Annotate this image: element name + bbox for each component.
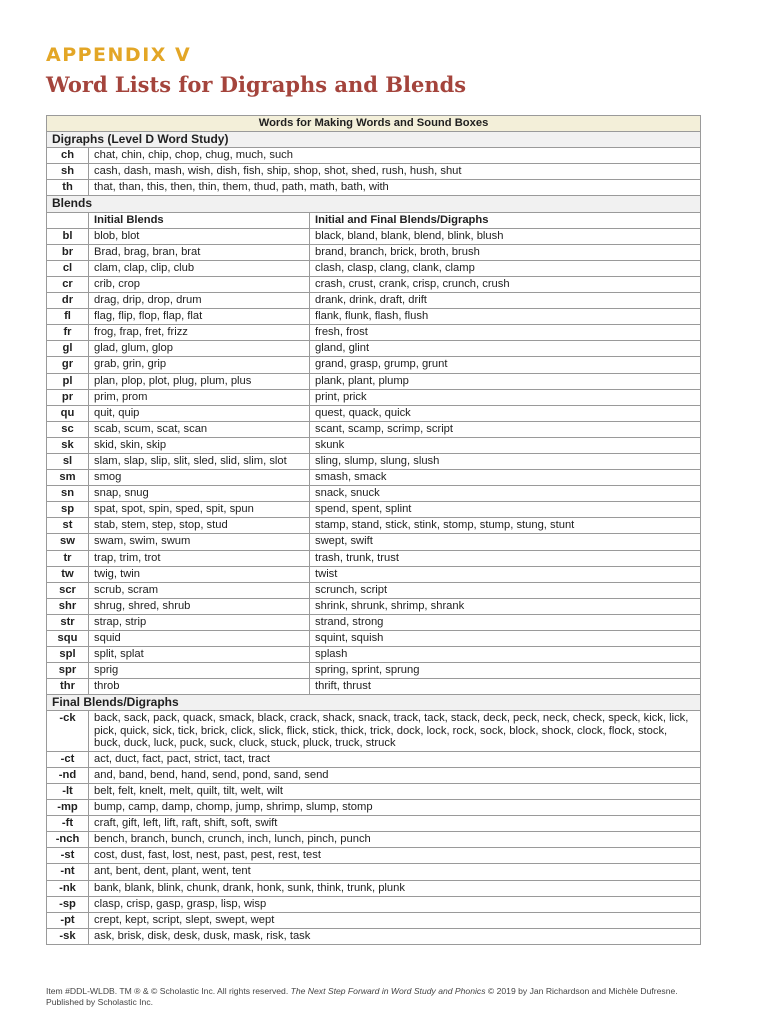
row-final-words: trash, trunk, trust bbox=[310, 550, 701, 566]
table-row bbox=[47, 800, 701, 816]
row-final-words: squint, squish bbox=[310, 631, 701, 647]
footer-prefix: Item #DDL-WLDB. TM ® & © Scholastic Inc. All rights reserved. bbox=[46, 986, 291, 996]
table-row bbox=[47, 832, 701, 848]
table-row bbox=[47, 421, 701, 437]
table-row bbox=[47, 928, 701, 944]
row-key: sp bbox=[47, 502, 89, 518]
table-row bbox=[47, 518, 701, 534]
row-key: -ck bbox=[47, 711, 89, 751]
row-final-words: splash bbox=[310, 647, 701, 663]
row-final-words: grand, grasp, grump, grunt bbox=[310, 357, 701, 373]
section-heading-digraphs: Digraphs (Level D Word Study) bbox=[47, 132, 701, 148]
row-key: dr bbox=[47, 293, 89, 309]
table-row bbox=[47, 534, 701, 550]
row-key: spr bbox=[47, 663, 89, 679]
table-row bbox=[47, 357, 701, 373]
row-key: -pt bbox=[47, 912, 89, 928]
footer-suffix: © 2019 by Jan Richardson and Michèle Dufresne. Published by Scholastic Inc. bbox=[46, 986, 678, 1007]
row-key: sl bbox=[47, 453, 89, 469]
row-initial-words: stab, stem, step, stop, stud bbox=[89, 518, 310, 534]
table-row bbox=[47, 228, 701, 244]
table-row bbox=[47, 453, 701, 469]
table-row bbox=[47, 293, 701, 309]
column-header-row bbox=[47, 212, 701, 228]
row-words: bank, blank, blink, chunk, drank, honk, sunk, think, trunk, plunk bbox=[89, 880, 701, 896]
table-row bbox=[47, 389, 701, 405]
row-initial-words: throb bbox=[89, 679, 310, 695]
row-words: act, duct, fact, pact, strict, tact, tract bbox=[89, 751, 701, 767]
row-final-words: plank, plant, plump bbox=[310, 373, 701, 389]
row-initial-words: spat, spot, spin, sped, spit, spun bbox=[89, 502, 310, 518]
row-key: spl bbox=[47, 647, 89, 663]
table-row bbox=[47, 148, 701, 164]
row-initial-words: trap, trim, trot bbox=[89, 550, 310, 566]
row-final-words: thrift, thrust bbox=[310, 679, 701, 695]
row-initial-words: glad, glum, glop bbox=[89, 341, 310, 357]
table-row bbox=[47, 880, 701, 896]
row-initial-words: crib, crop bbox=[89, 276, 310, 292]
row-final-words: snack, snuck bbox=[310, 486, 701, 502]
row-key: cr bbox=[47, 276, 89, 292]
row-final-words: sling, slump, slung, slush bbox=[310, 453, 701, 469]
table-row bbox=[47, 244, 701, 260]
column-header-initial-blends: Initial Blends bbox=[89, 212, 310, 228]
row-initial-words: snap, snug bbox=[89, 486, 310, 502]
row-initial-words: sprig bbox=[89, 663, 310, 679]
table-header: Words for Making Words and Sound Boxes bbox=[47, 116, 701, 132]
table-row bbox=[47, 631, 701, 647]
row-words: back, sack, pack, quack, smack, black, crack, shack, snack, track, tack, stack, deck, peck, neck, check, speck, kick, lick, pick, quick, sick, tick, brick, click, slick, flick, stick, thick, trick, dock, lock, rock, sock, block, shock, clock, flock, stock, buck, duck, luck, puck, suck, cluck, stuck, pluck, truck, struck bbox=[89, 711, 701, 751]
row-final-words: stamp, stand, stick, stink, stomp, stump, stung, stunt bbox=[310, 518, 701, 534]
row-key: th bbox=[47, 180, 89, 196]
row-key: -st bbox=[47, 848, 89, 864]
row-key: br bbox=[47, 244, 89, 260]
table-row bbox=[47, 816, 701, 832]
row-key: sn bbox=[47, 486, 89, 502]
table-row bbox=[47, 864, 701, 880]
section-heading-row bbox=[47, 132, 701, 148]
row-initial-words: scrub, scram bbox=[89, 582, 310, 598]
row-final-words: twist bbox=[310, 566, 701, 582]
row-key: sc bbox=[47, 421, 89, 437]
row-key: fr bbox=[47, 325, 89, 341]
table-row bbox=[47, 486, 701, 502]
row-key: -nk bbox=[47, 880, 89, 896]
row-final-words: gland, glint bbox=[310, 341, 701, 357]
table-row bbox=[47, 309, 701, 325]
row-final-words: fresh, frost bbox=[310, 325, 701, 341]
row-words: crept, kept, script, slept, swept, wept bbox=[89, 912, 701, 928]
table-row bbox=[47, 647, 701, 663]
row-initial-words: plan, plop, plot, plug, plum, plus bbox=[89, 373, 310, 389]
row-words: ask, brisk, disk, desk, dusk, mask, risk, task bbox=[89, 928, 701, 944]
page-title: Word Lists for Digraphs and Blends bbox=[46, 72, 467, 97]
row-words: ant, bent, dent, plant, went, tent bbox=[89, 864, 701, 880]
appendix-label: APPENDIX V bbox=[46, 44, 192, 66]
row-key: pr bbox=[47, 389, 89, 405]
table-row bbox=[47, 663, 701, 679]
row-initial-words: slam, slap, slip, slit, sled, slid, slim, slot bbox=[89, 453, 310, 469]
row-words: bump, camp, damp, chomp, jump, shrimp, slump, stomp bbox=[89, 800, 701, 816]
row-words: that, than, this, then, thin, them, thud, path, math, bath, with bbox=[89, 180, 701, 196]
row-initial-words: clam, clap, clip, club bbox=[89, 260, 310, 276]
row-key: -lt bbox=[47, 783, 89, 799]
row-final-words: smash, smack bbox=[310, 470, 701, 486]
row-final-words: swept, swift bbox=[310, 534, 701, 550]
table-row bbox=[47, 614, 701, 630]
row-initial-words: strap, strip bbox=[89, 614, 310, 630]
section-heading-blends: Blends bbox=[47, 196, 701, 212]
table-row bbox=[47, 550, 701, 566]
table-row bbox=[47, 566, 701, 582]
row-key: scr bbox=[47, 582, 89, 598]
row-initial-words: scab, scum, scat, scan bbox=[89, 421, 310, 437]
row-key: cl bbox=[47, 260, 89, 276]
section-heading-final: Final Blends/Digraphs bbox=[47, 695, 701, 711]
row-key: -mp bbox=[47, 800, 89, 816]
column-header-initial-final-blends: Initial and Final Blends/Digraphs bbox=[310, 212, 701, 228]
table-row bbox=[47, 373, 701, 389]
table-row bbox=[47, 341, 701, 357]
row-key: gl bbox=[47, 341, 89, 357]
row-initial-words: split, splat bbox=[89, 647, 310, 663]
row-initial-words: swam, swim, swum bbox=[89, 534, 310, 550]
table-row bbox=[47, 783, 701, 799]
row-key: tw bbox=[47, 566, 89, 582]
row-initial-words: grab, grin, grip bbox=[89, 357, 310, 373]
row-words: craft, gift, left, lift, raft, shift, soft, swift bbox=[89, 816, 701, 832]
footer-book-title: The Next Step Forward in Word Study and Phonics bbox=[290, 986, 486, 996]
row-final-words: skunk bbox=[310, 437, 701, 453]
table-row bbox=[47, 912, 701, 928]
row-words: cash, dash, mash, wish, dish, fish, ship, shop, shot, shed, rush, hush, shut bbox=[89, 164, 701, 180]
row-initial-words: drag, drip, drop, drum bbox=[89, 293, 310, 309]
row-words: clasp, crisp, gasp, grasp, lisp, wisp bbox=[89, 896, 701, 912]
row-final-words: brand, branch, brick, broth, brush bbox=[310, 244, 701, 260]
row-initial-words: smog bbox=[89, 470, 310, 486]
table-row bbox=[47, 679, 701, 695]
row-final-words: scrunch, script bbox=[310, 582, 701, 598]
footer bbox=[46, 986, 706, 1007]
row-initial-words: prim, prom bbox=[89, 389, 310, 405]
table-row bbox=[47, 437, 701, 453]
row-words: cost, dust, fast, lost, nest, past, pest, rest, test bbox=[89, 848, 701, 864]
row-key: thr bbox=[47, 679, 89, 695]
row-words: chat, chin, chip, chop, chug, much, such bbox=[89, 148, 701, 164]
table-row bbox=[47, 598, 701, 614]
table-row bbox=[47, 276, 701, 292]
row-final-words: flank, flunk, flash, flush bbox=[310, 309, 701, 325]
row-final-words: clash, clasp, clang, clank, clamp bbox=[310, 260, 701, 276]
row-final-words: scant, scamp, scrimp, script bbox=[310, 421, 701, 437]
row-initial-words: twig, twin bbox=[89, 566, 310, 582]
table-row bbox=[47, 260, 701, 276]
row-key: -nt bbox=[47, 864, 89, 880]
row-key: fl bbox=[47, 309, 89, 325]
row-final-words: strand, strong bbox=[310, 614, 701, 630]
row-initial-words: flag, flip, flop, flap, flat bbox=[89, 309, 310, 325]
table-row bbox=[47, 848, 701, 864]
word-list-body bbox=[47, 116, 701, 945]
section-heading-row bbox=[47, 695, 701, 711]
row-words: bench, branch, bunch, crunch, inch, lunch, pinch, punch bbox=[89, 832, 701, 848]
section-heading-row bbox=[47, 196, 701, 212]
row-key: st bbox=[47, 518, 89, 534]
row-words: belt, felt, knelt, melt, quilt, tilt, welt, wilt bbox=[89, 783, 701, 799]
row-key: -sp bbox=[47, 896, 89, 912]
empty-cell bbox=[47, 212, 89, 228]
table-row bbox=[47, 711, 701, 751]
table-row bbox=[47, 164, 701, 180]
row-initial-words: blob, blot bbox=[89, 228, 310, 244]
row-key: -ct bbox=[47, 751, 89, 767]
row-key: -nch bbox=[47, 832, 89, 848]
row-words: and, band, bend, hand, send, pond, sand, send bbox=[89, 767, 701, 783]
row-initial-words: shrug, shred, shrub bbox=[89, 598, 310, 614]
row-final-words: spring, sprint, sprung bbox=[310, 663, 701, 679]
row-key: -sk bbox=[47, 928, 89, 944]
row-initial-words: skid, skin, skip bbox=[89, 437, 310, 453]
row-final-words: spend, spent, splint bbox=[310, 502, 701, 518]
row-final-words: drank, drink, draft, drift bbox=[310, 293, 701, 309]
table-row bbox=[47, 751, 701, 767]
table-row bbox=[47, 180, 701, 196]
row-key: str bbox=[47, 614, 89, 630]
word-list-table bbox=[46, 115, 701, 945]
row-initial-words: frog, frap, fret, frizz bbox=[89, 325, 310, 341]
row-initial-words: squid bbox=[89, 631, 310, 647]
row-final-words: crash, crust, crank, crisp, crunch, crush bbox=[310, 276, 701, 292]
table-row bbox=[47, 582, 701, 598]
table-row bbox=[47, 896, 701, 912]
table-row bbox=[47, 502, 701, 518]
row-initial-words: Brad, brag, bran, brat bbox=[89, 244, 310, 260]
row-key: -nd bbox=[47, 767, 89, 783]
row-key: bl bbox=[47, 228, 89, 244]
row-initial-words: quit, quip bbox=[89, 405, 310, 421]
table-row bbox=[47, 405, 701, 421]
row-final-words: quest, quack, quick bbox=[310, 405, 701, 421]
row-key: squ bbox=[47, 631, 89, 647]
row-final-words: black, bland, blank, blend, blink, blush bbox=[310, 228, 701, 244]
row-final-words: print, prick bbox=[310, 389, 701, 405]
row-key: qu bbox=[47, 405, 89, 421]
row-key: -ft bbox=[47, 816, 89, 832]
row-final-words: shrink, shrunk, shrimp, shrank bbox=[310, 598, 701, 614]
row-key: sh bbox=[47, 164, 89, 180]
row-key: sw bbox=[47, 534, 89, 550]
table-row bbox=[47, 470, 701, 486]
table-header-row bbox=[47, 116, 701, 132]
row-key: tr bbox=[47, 550, 89, 566]
row-key: pl bbox=[47, 373, 89, 389]
table-row bbox=[47, 325, 701, 341]
row-key: shr bbox=[47, 598, 89, 614]
table-row bbox=[47, 767, 701, 783]
row-key: ch bbox=[47, 148, 89, 164]
row-key: gr bbox=[47, 357, 89, 373]
row-key: sm bbox=[47, 470, 89, 486]
row-key: sk bbox=[47, 437, 89, 453]
